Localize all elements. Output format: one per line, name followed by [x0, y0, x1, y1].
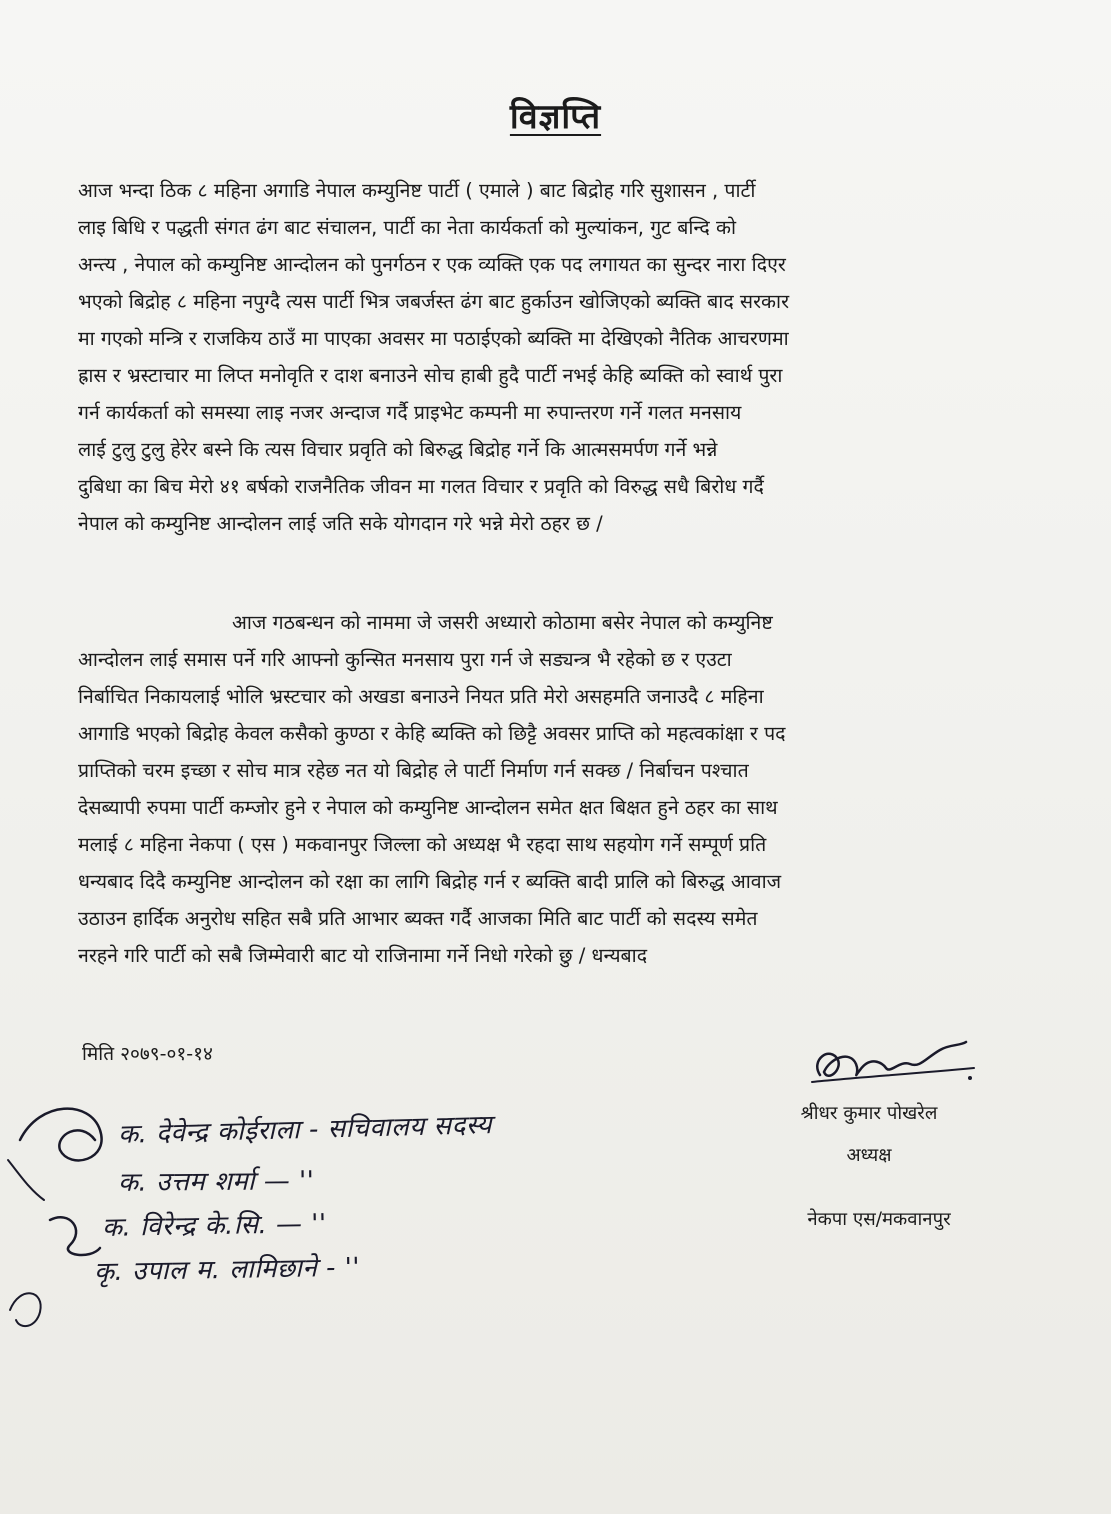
paragraph-line: भएको बिद्रोह ८ महिना नपुग्दै त्यस पार्टी भित्र जबर्जस्त ढंग बाट हुर्काउन खोजिएको ब्यक्ति बाद सरकार [78, 290, 790, 313]
paragraph-line: धन्यबाद दिदै कम्युनिष्ट आन्दोलन को रक्षा का लागि बिद्रोह गर्न र ब्यक्ति बादी प्रालि को बिरुद्ध आवाज [78, 870, 782, 893]
handwritten-line: क. देवेन्द्र कोईराला - सचिवालय सदस्य [117, 1110, 493, 1150]
paragraph-line: नेपाल को कम्युनिष्ट आन्दोलन लाई जति सके योगदान गरे भन्ने मेरो ठहर छ / [78, 512, 603, 535]
signer-name: श्रीधर कुमार पोखरेल [800, 1103, 938, 1124]
paragraph-line: आन्दोलन लाई समास पर्ने गरि आफ्नो कुन्सित मनसाय पुरा गर्न जे सड्यन्त्र भै रहेको छ र एउटा [78, 648, 732, 671]
paragraph-line: अन्त्य , नेपाल को कम्युनिष्ट आन्दोलन को पुनर्गठन र एक व्यक्ति एक पद लगायत का सुन्दर नारा दिएर [78, 253, 786, 276]
title-text: विज्ञप्ति [509, 97, 602, 137]
paragraph-line: लाइ बिधि र पद्धती संगत ढंग बाट संचालन, पार्टी का नेता कार्यकर्ता को मुल्यांकन, गुट बन्दि को [78, 216, 737, 239]
signature [760, 1020, 1020, 1100]
signer-title: अध्यक्ष [846, 1145, 892, 1166]
handwritten-line: क. उत्तम शर्मा — '' [117, 1166, 315, 1198]
paragraph-line: निर्बाचित निकायलाई भोलि भ्रस्टचार को अखडा बनाउने नियत प्रति मेरो असहमति जनाउदै ८ महिना [78, 685, 764, 708]
paragraph-line: मा गएको मन्त्रि र राजकिय ठाउँ मा पाएका अवसर मा पठाईएको ब्यक्ति मा देखिएको नैतिक आचरणमा [78, 327, 789, 350]
paragraph-line: आज भन्दा ठिक ८ महिना अगाडि नेपाल कम्युनिष्ट पार्टी ( एमाले ) बाट बिद्रोह गरि सुशासन , पार्टी [78, 179, 756, 202]
paragraph-line: आज गठबन्धन को नाममा जे जसरी अध्यारो कोठामा बसेर नेपाल को कम्युनिष्ट [232, 611, 773, 634]
document-title [0, 92, 1111, 138]
handwritten-line: क. विरेन्द्र के.सि. — '' [101, 1209, 327, 1243]
paragraph-line: देसब्यापी रुपमा पार्टी कम्जोर हुने र नेपाल को कम्युनिष्ट आन्दोलन समेत क्षत बिक्षत हुने ठहर का साथ [78, 796, 778, 819]
paragraph-line: उठाउन हार्दिक अनुरोध सहित सबै प्रति आभार ब्यक्त गर्दै आजका मिति बाट पार्टी को सदस्य समेत [78, 907, 758, 930]
signature-mark [790, 1020, 990, 1100]
paragraph-line: ह्रास र भ्रस्टाचार मा लिप्त मनोवृति र दाश बनाउने सोच हाबी हुदै पार्टी नभई केहि ब्यक्ति को स्वार्थ पुरा [78, 364, 783, 387]
paragraph-line: प्राप्तिको चरम इच्छा र सोच मात्र रहेछ नत यो बिद्रोह ले पार्टी निर्माण गर्न सक्छ / निर्बाचन पश्चात [78, 759, 749, 782]
paragraph-line: गर्न कार्यकर्ता को समस्या लाइ नजर अन्दाज गर्दै प्राइभेट कम्पनी मा रुपान्तरण गर्ने गलत मनसाय [78, 401, 742, 424]
paragraph-2 [78, 604, 983, 974]
document-date: मिति २०७९-०१-१४ [82, 1043, 213, 1065]
paragraph-line: लाई टुलु टुलु हेरेर बस्ने कि त्यस विचार प्रवृति को बिरुद्ध बिद्रोह गर्ने कि आत्मसमर्पण गर्ने भन्ने [78, 438, 718, 461]
handwritten-line: कृ. उपाल म. लामिछाने - '' [93, 1252, 361, 1288]
paragraph-1 [78, 172, 983, 542]
paragraph-line: मलाई ८ महिना नेकपा ( एस ) मकवानपुर जिल्ला को अध्यक्ष भै रहदा साथ सहयोग गर्ने सम्पूर्ण प्रति [78, 833, 767, 856]
signer-organization: नेकपा एस/मकवानपुर [807, 1209, 951, 1230]
paragraph-line: दुबिधा का बिच मेरो ४१ बर्षको राजनैतिक जीवन मा गलत विचार र प्रवृति को विरुद्ध सधै बिरोध गर्दै [78, 475, 764, 498]
paragraph-line: नरहने गरि पार्टी को सबै जिम्मेवारी बाट यो राजिनामा गर्ने निधो गरेको छु / धन्यबाद [78, 944, 648, 967]
paragraph-line: आगाडि भएको बिद्रोह केवल कसैको कुण्ठा र केहि ब्यक्ति को छिट्टै अवसर प्राप्ति को महत्वकांक्षा र पद [78, 722, 786, 745]
